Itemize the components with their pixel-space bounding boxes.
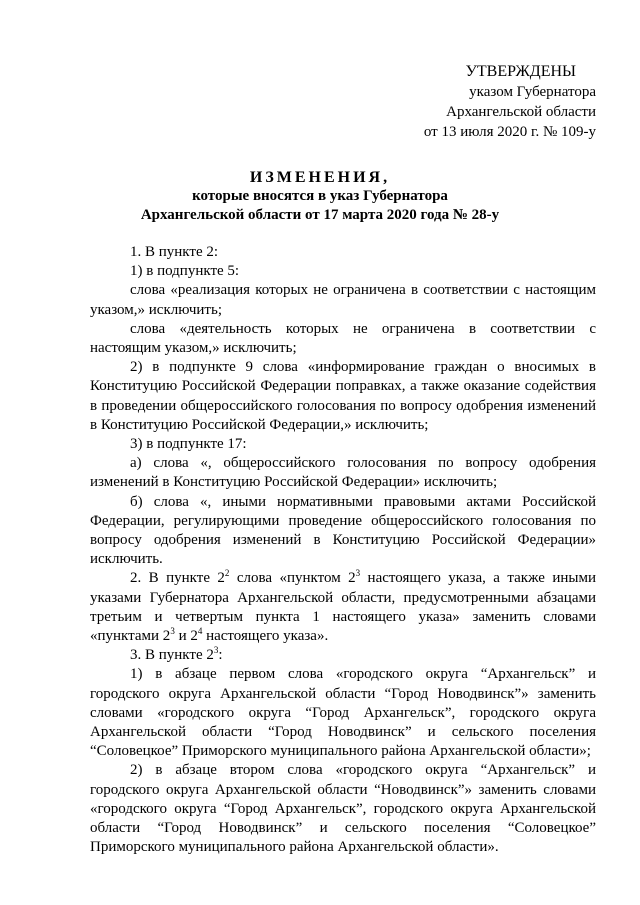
superscript: 3 xyxy=(355,568,361,579)
text-run: 2. В пункте 2 xyxy=(130,570,225,587)
text-run: 3. В пункте 2 xyxy=(130,647,214,664)
approval-stamp xyxy=(380,62,596,142)
paragraph-4: слова «деятельность которых не ограничена в соответствии с настоящим указом,» исключить; xyxy=(90,320,596,357)
superscript: 3 xyxy=(170,626,175,637)
superscript: 4 xyxy=(197,626,203,637)
paragraph-9 xyxy=(90,569,596,646)
approval-region: Архангельской области xyxy=(446,104,596,120)
paragraph-6: 3) в подпункте 17: xyxy=(130,436,247,453)
paragraph-1: 1. В пункте 2: xyxy=(130,244,219,260)
paragraph-12: 2) в абзаце втором слова «городского округа “Архангельск” и городского округа Архангельской области “Новодвинск”» заменить словами «городского округа “Город Архангельск”, городского округа Архангельской области “Город Новодвинск” и сельского поселения “Соловецкое” Приморского муниципального района Архангельской области». xyxy=(90,762,596,856)
paragraph-5: 2) в подпункте 9 слова «информирование граждан о вносимых в Конституцию Российской Федерации поправках, а также оказание содействия в проведении общероссийского голосования по вопросу одобрения изменений в Конституцию Российской Федерации,» исключить; xyxy=(90,359,596,433)
text-run: и 2 xyxy=(174,628,198,645)
paragraph-8: б) слова «, иными нормативными правовыми актами Российской Федерации, регулирующими проведение общероссийского голосования по вопросу одобрения изменений в Конституцию Российской Федерации» исключить. xyxy=(90,493,596,568)
text-run: настоящего указа». xyxy=(202,628,329,645)
superscript: 2 xyxy=(224,568,230,579)
document-body xyxy=(90,243,596,858)
document-heading xyxy=(0,168,640,225)
document-subtitle-line-1: которые вносятся в указ Губернатора xyxy=(192,188,448,204)
paragraph-3: слова «реализация которых не ограничена в соответствии с настоящим указом,» исключить; xyxy=(90,282,596,318)
approval-date: от 13 июля 2020 г. № 109-у xyxy=(423,124,596,140)
superscript: 3 xyxy=(213,645,219,656)
approval-title: УТВЕРЖДЕНЫ xyxy=(465,63,576,80)
paragraph-10 xyxy=(90,646,596,665)
text-run: : xyxy=(218,647,223,664)
paragraph-11: 1) в абзаце первом слова «городского округа “Архангельск” и городского округа Архангельской области “Город Новодвинск”» заменить словами «городского округа “Город Архангельск”, городского округа Архангельской области “Город Новодвинск” и сельского поселения “Соловецкое” Приморского муниципального района Архангельской области»; xyxy=(90,666,596,760)
approval-issuer: указом Губернатора xyxy=(469,84,596,100)
paragraph-2: 1) в подпункте 5: xyxy=(130,263,240,280)
document-title: ИЗМЕНЕНИЯ, xyxy=(249,169,391,186)
text-run: слова «пунктом 2 xyxy=(229,570,356,587)
text-run: настоящего указа, а также иными указами Губернатора Архангельской области, предусмотренными абзацами третьим и четвертым пункта 1 настоящего указа» заменить словами «пунктами 2 xyxy=(90,570,596,645)
document-subtitle-line-2: Архангельской области от 17 марта 2020 года № 28-у xyxy=(140,207,500,223)
paragraph-7: а) слова «, общероссийского голосования по вопросу одобрения изменений в Конституцию Российской Федерации» исключить; xyxy=(90,455,596,491)
